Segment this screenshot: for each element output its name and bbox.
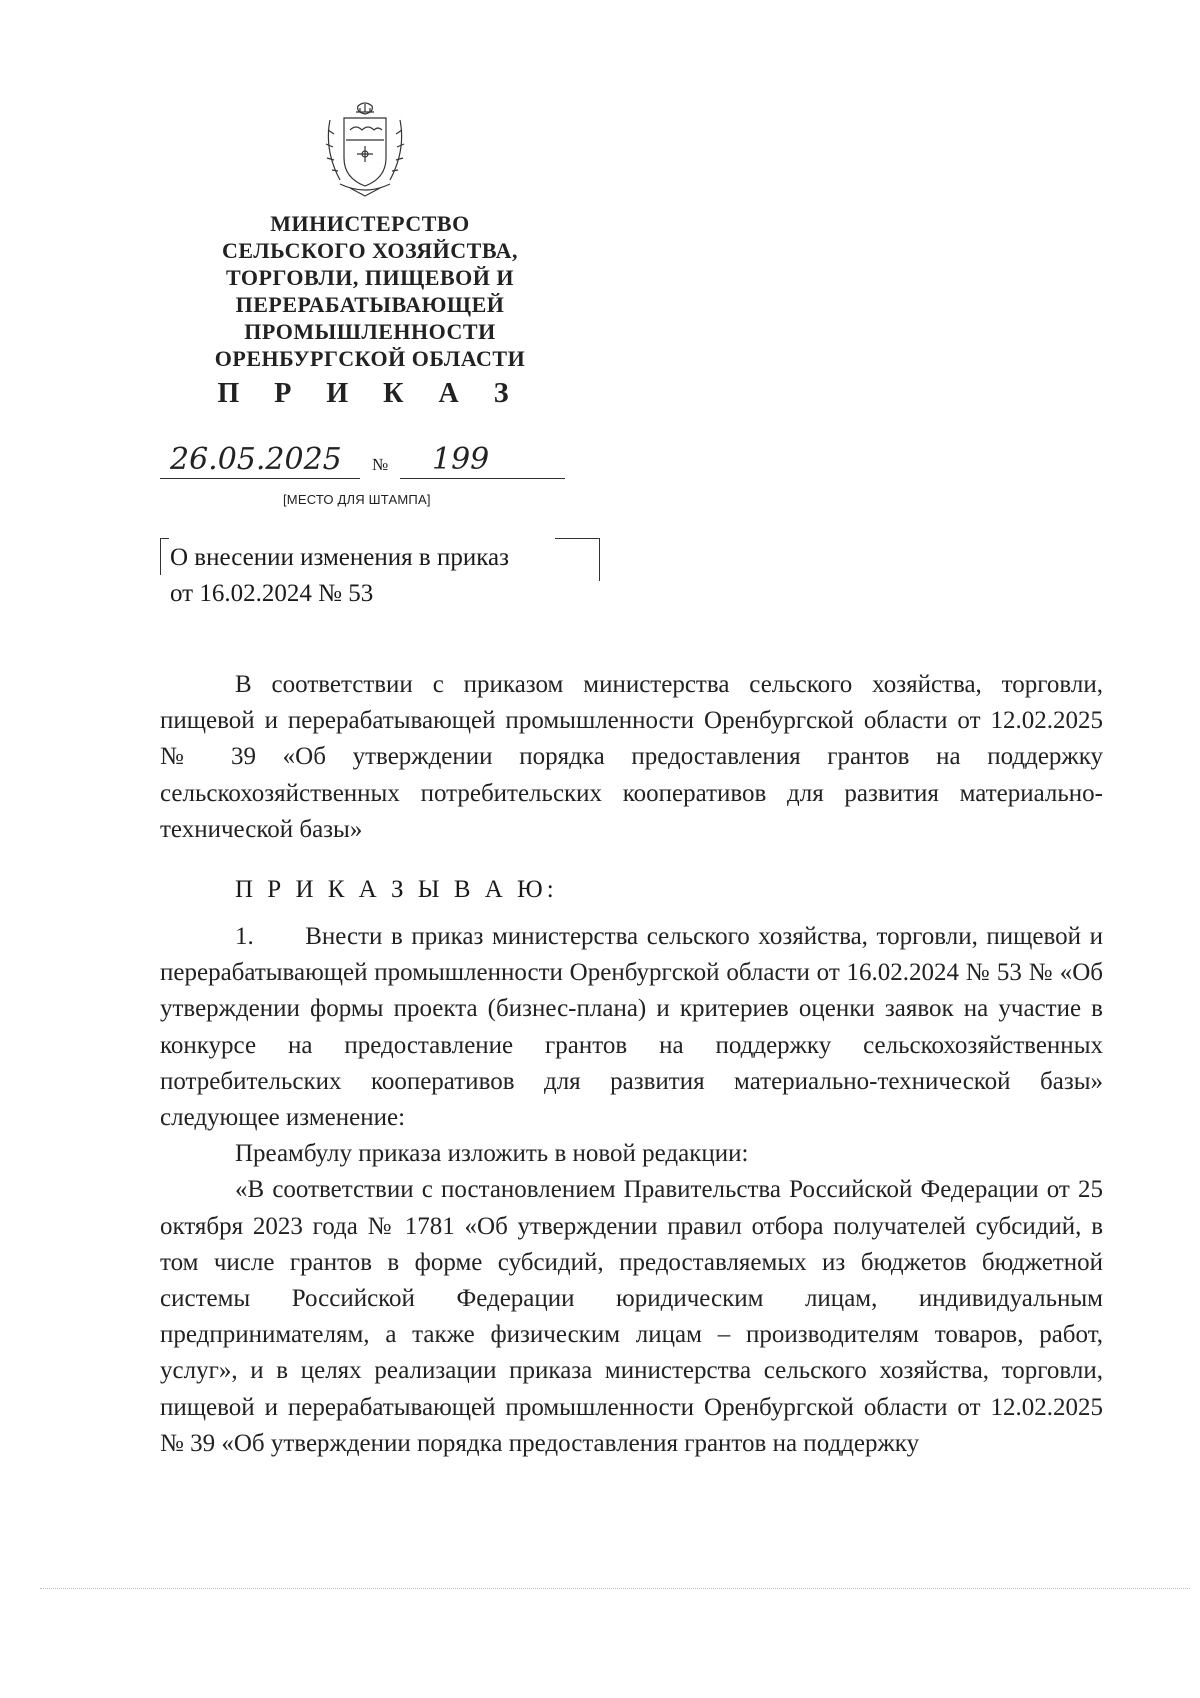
ministry-line: СЕЛЬСКОГО ХОЗЯЙСТВА, bbox=[221, 238, 519, 263]
document-subject bbox=[170, 540, 610, 612]
ministry-line: ПЕРЕРАБАТЫВАЮЩЕЙ bbox=[235, 292, 505, 317]
stamp-placeholder: [МЕСТО ДЛЯ ШТАМПА] bbox=[283, 492, 431, 507]
ministry-name bbox=[190, 210, 550, 372]
order-word: П Р И К А З Ы В А Ю: bbox=[235, 876, 558, 903]
date-number-row bbox=[160, 442, 580, 482]
item-1-subtext: Преамбулу приказа изложить в новой редакции: bbox=[235, 1140, 749, 1168]
coat-of-arms-icon bbox=[320, 100, 410, 200]
subject-line: от 16.02.2024 № 53 bbox=[170, 580, 374, 607]
date-underline bbox=[160, 478, 360, 479]
subject-bracket-left bbox=[160, 538, 169, 575]
item-1-text: 1. Внести в приказ министерства сельского хозяйства, торговли, пищевой и перерабатывающей промышленности Оренбургской области от 16.02.2024 № 53 № «Об утверждении формы проекта (бизнес-плана) и критериев оценки заявок на участие в конкурсе на предоставление грантов на поддержку сельскохозяйственных потребительских кооперативов для развития материально-технической базы» следующее изменение: bbox=[160, 923, 1110, 1132]
subject-line: О внесении изменения в приказ bbox=[170, 544, 509, 571]
handwritten-number: 199 bbox=[432, 442, 490, 477]
ministry-line: ОРЕНБУРГСКОЙ ОБЛАСТИ bbox=[214, 346, 526, 371]
order-items bbox=[160, 919, 1110, 1462]
ministry-line: ПРОМЫШЛЕННОСТИ bbox=[244, 319, 496, 344]
number-label: № bbox=[372, 455, 389, 474]
handwritten-date: 26.05.2025 bbox=[170, 442, 342, 477]
ministry-line: ТОРГОВЛИ, ПИЩЕВОЙ И bbox=[226, 265, 514, 290]
scan-artifact-line bbox=[40, 1588, 1190, 1589]
document-type-title: П Р И К А З bbox=[217, 378, 523, 409]
preamble-text: В соответствии с приказом министерства сельского хозяйства, торговли, пищевой и перерабатывающей промышленности Оренбургской области от 12.02.2025 № 39 «Об утверждении порядка предоставления грантов на поддержку сельскохозяйственных потребительских кооперативов для развития материально-технической базы» bbox=[160, 671, 1103, 843]
ministry-line: МИНИСТЕРСТВО bbox=[270, 211, 470, 236]
preamble-paragraph bbox=[160, 667, 1103, 848]
new-preamble-quote: «В соответствии с постановлением Правительства Российской Федерации от 25 октября 2023 года № 1781 «Об утверждении правил отбора получателей субсидий, в том числе грантов в форме субсидий, предоставляемых из бюджетов бюджетной системы Российской Федерации юридическим лицам, индивидуальным предпринимателям, а также физическим лицам – производителям товаров, работ, услуг», и в целях реализации приказа министерства сельского хозяйства, торговли, пищевой и перерабатывающей промышленности Оренбургской области от 12.02.2025 № 39 «Об утверждении порядка предоставления грантов на поддержку bbox=[160, 1176, 1103, 1457]
number-underline bbox=[400, 478, 565, 479]
